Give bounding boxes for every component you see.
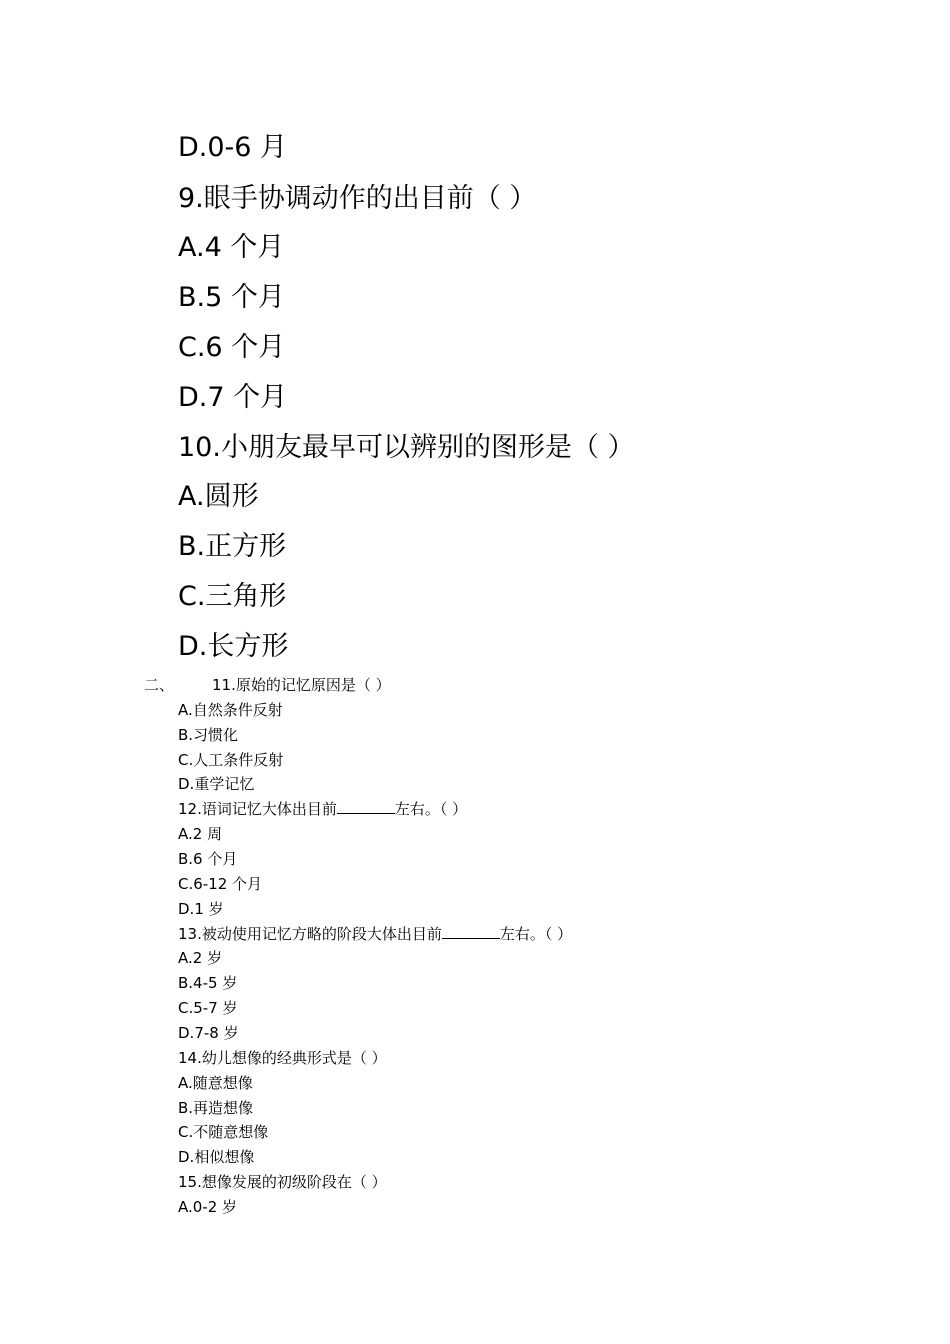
option-c-q11: C.人工条件反射 xyxy=(178,751,284,769)
question-13 xyxy=(178,924,572,944)
option-b-q10: B.正方形 xyxy=(178,531,287,562)
answer-blank xyxy=(337,799,395,814)
option-a-q9: A.4 个月 xyxy=(178,232,285,263)
question-14: 14.幼儿想像的经典形式是（ ） xyxy=(178,1049,387,1067)
option-b-q14: B.再造想像 xyxy=(178,1099,254,1117)
option-d-q12: D.1 岁 xyxy=(178,900,224,918)
question-13-text-post: 左右。（ ） xyxy=(499,925,573,943)
section-marker: 二、 xyxy=(144,676,175,694)
option-a-q15: A.0-2 岁 xyxy=(178,1198,238,1216)
question-15: 15.想像发展的初级阶段在（ ） xyxy=(178,1173,387,1191)
option-a-q14: A.随意想像 xyxy=(178,1074,253,1092)
question-9: 9.眼手协调动作的出目前（ ） xyxy=(178,183,537,214)
option-d-q13: D.7-8 岁 xyxy=(178,1024,239,1042)
option-c-q12: C.6-12 个月 xyxy=(178,875,263,893)
question-10: 10.小朋友最早可以辨别的图形是（ ） xyxy=(178,432,635,463)
option-d-q8: D.0-6 月 xyxy=(178,132,288,163)
question-11: 11.原始的记忆原因是（ ） xyxy=(212,676,391,694)
option-c-q9: C.6 个月 xyxy=(178,332,286,363)
option-c-q14: C.不随意想像 xyxy=(178,1123,269,1141)
option-d-q11: D.重学记忆 xyxy=(178,775,255,793)
option-c-q13: C.5-7 岁 xyxy=(178,999,238,1017)
question-13-text-pre: 13.被动使用记忆方略的阶段大体出目前 xyxy=(178,925,442,943)
option-b-q12: B.6 个月 xyxy=(178,850,238,868)
answer-blank xyxy=(442,924,500,939)
option-d-q14: D.相似想像 xyxy=(178,1148,255,1166)
option-a-q12: A.2 周 xyxy=(178,825,223,843)
option-c-q10: C.三角形 xyxy=(178,581,287,612)
question-12 xyxy=(178,799,467,819)
option-b-q9: B.5 个月 xyxy=(178,282,285,313)
question-12-text-pre: 12.语词记忆大体出目前 xyxy=(178,800,337,818)
option-d-q9: D.7 个月 xyxy=(178,382,288,413)
option-d-q10: D.长方形 xyxy=(178,631,289,662)
option-a-q13: A.2 岁 xyxy=(178,949,223,967)
option-b-q11: B.习惯化 xyxy=(178,726,239,744)
option-a-q11: A.自然条件反射 xyxy=(178,701,283,719)
option-a-q10: A.圆形 xyxy=(178,481,259,512)
option-b-q13: B.4-5 岁 xyxy=(178,974,238,992)
question-12-text-post: 左右。（ ） xyxy=(394,800,468,818)
